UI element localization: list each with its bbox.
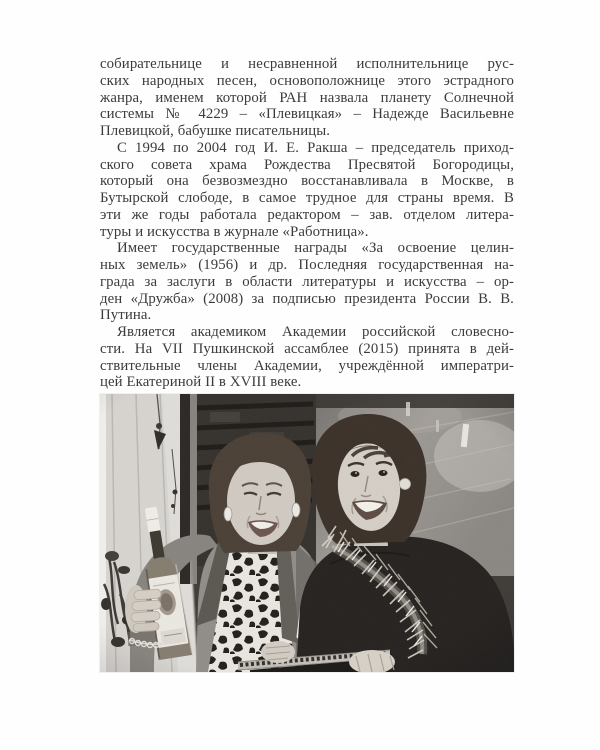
text-line: собирательнице и несравненной исполнительнице рус-: [100, 56, 514, 72]
text-line: Является академиком Академии российской словесно-: [117, 324, 514, 340]
text-column: [100, 56, 514, 391]
text-line: жанра, именем которой РАН назвала планету Солнечной: [100, 89, 514, 106]
text-line: града за заслуги в области литературы и искусства – ор-: [100, 273, 514, 290]
text-line: системы № 4229 – «Плевицкая» – Надежде Васильевне: [100, 106, 514, 123]
photo-illustration: [100, 394, 514, 672]
text-line: Бутырской слободе, в самое трудное для страны время. В: [100, 190, 514, 206]
text-line: Плевицкой, бабушке писательницы.: [100, 123, 331, 139]
text-line: Имеет государственные награды «За освоение целин-: [117, 240, 514, 257]
text-line: ского совета храма Рождества Пресвятой Богородицы,: [100, 156, 514, 173]
text-line: ских народных песен, основоположнице этого эстрадного: [100, 72, 514, 89]
text-line: Путина.: [100, 307, 152, 324]
text-line: туры и искусства в журнале «Работница».: [100, 223, 369, 240]
photo-figure: [100, 394, 514, 672]
text-line: ствительные члены Академии, учреждённой императри-: [100, 357, 514, 374]
text-line: который она безвозмездно восстанавливала в Москве, в: [100, 173, 514, 190]
text-line: ных земель» (1956) и др. Последняя государственная на-: [100, 257, 514, 273]
text-line: цей Екатериной II в XVIII веке.: [100, 374, 302, 391]
text-line: сти. На VII Пушкинской ассамблее (2015) принята в дей-: [100, 340, 514, 357]
text-line: ден «Дружба» (2008) за подписью президента России В. В.: [100, 290, 514, 307]
text-line: эти же годы работала редактором – зав. отделом литера-: [100, 206, 514, 223]
text-line: С 1994 по 2004 год И. Е. Ракша – председатель приход-: [117, 139, 514, 156]
